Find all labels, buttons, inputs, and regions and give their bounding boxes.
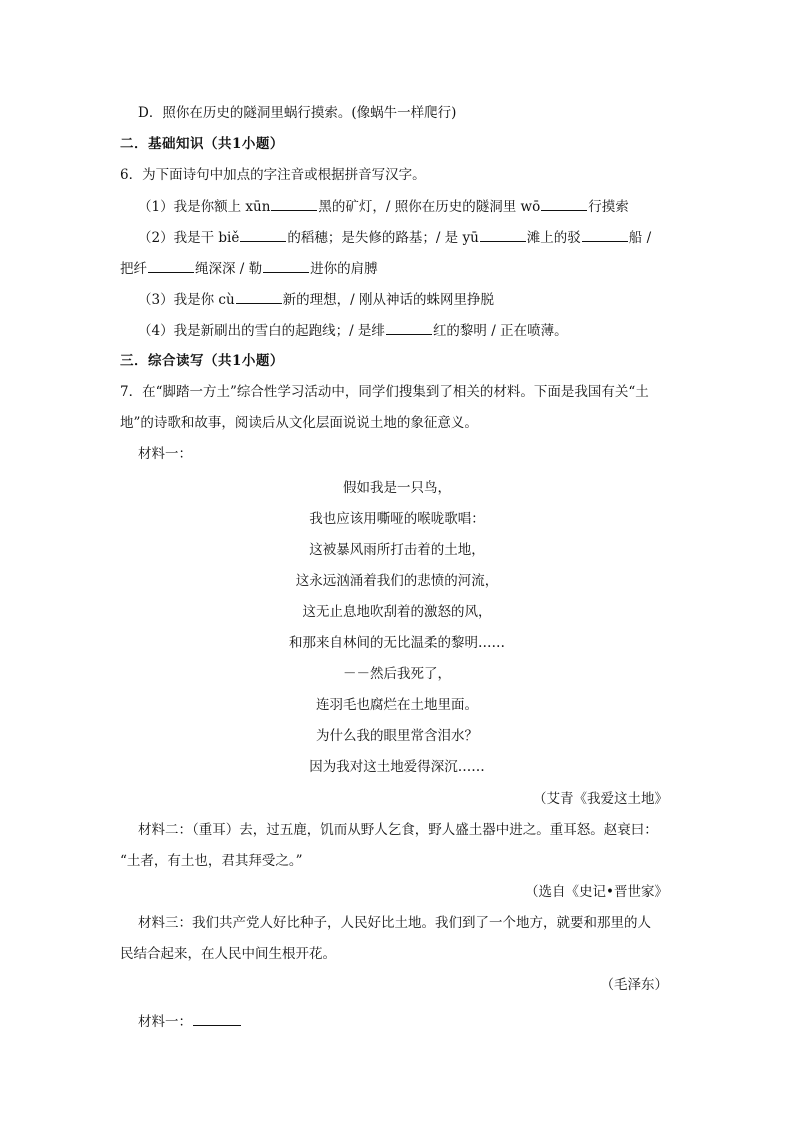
poem-line: 因为我对这土地爱得深沉…… — [309, 759, 485, 775]
answer-blank[interactable] — [541, 196, 587, 211]
q7-stem-line-1: 7．在“脚踏一方土”综合性学习活动中，同学们搜集到了相关的材料。下面是我国有关“土 — [120, 384, 649, 400]
q6-item3-text-b: 新的理想，/ 刚从神话的蛛网里挣脱 — [282, 292, 494, 308]
material-3-line-1: 材料三：我们共产党人好比种子，人民好比土地。我们到了一个地方，就要和那里的人 — [138, 915, 651, 931]
q6-item-4 — [138, 320, 568, 341]
poem-line: 这永远汹涌着我们的悲愤的河流， — [295, 573, 499, 589]
answer-blank[interactable] — [148, 258, 194, 273]
q6-item1-text-a: （1）我是你额上 xūn — [138, 199, 271, 215]
material-2-line-2: “土者，有土也，君其拜受之。” — [120, 853, 303, 869]
q6-item2-cont-text-a: 把纤 — [120, 261, 147, 277]
poem-line: 这无止息地吹刮着的激怒的风， — [302, 604, 492, 620]
answer-blank[interactable] — [193, 1011, 241, 1026]
section-3-title: 三．综合读写（共1小题） — [120, 353, 284, 369]
q6-item2-cont-text-b: 绳深深 / 勒 — [195, 261, 263, 277]
material-3-line-2: 民结合起来，在人民中间生根开花。 — [120, 946, 336, 962]
q6-item1-text-c: 行摸索 — [588, 199, 629, 215]
q6-item2-text-b: 的稻穗；是失修的路基；/ 是 yū — [287, 230, 479, 246]
answer-blank[interactable] — [263, 258, 309, 273]
poem-line: 假如我是一只鸟， — [343, 480, 451, 496]
answer-blank[interactable] — [582, 227, 628, 242]
q6-item-2 — [138, 227, 651, 248]
answer-line — [138, 1011, 242, 1032]
section-2-title: 二．基础知识（共1小题） — [120, 136, 284, 152]
q6-item-2-continued — [120, 258, 378, 279]
q5-option-d: D．照你在历史的隧洞里蜗行摸索。(像蜗牛一样爬行) — [138, 105, 457, 121]
poem-line: 这被暴风雨所打击着的土地， — [309, 542, 485, 558]
q6-item2-text-c: 滩上的驳 — [526, 230, 581, 246]
q6-item1-text-b: 黑的矿灯，/ 照你在历史的隧洞里 wō — [318, 199, 541, 215]
q6-stem: 6．为下面诗句中加点的字注音或根据拼音写汉字。 — [120, 167, 426, 183]
answer-label: 材料一： — [138, 1014, 192, 1030]
q6-item2-text-d: 船 / — [628, 230, 652, 246]
q6-item-3 — [138, 289, 494, 310]
q7-stem-line-2: 地”的诗歌和故事，阅读后从文化层面说说土地的象征意义。 — [120, 415, 478, 431]
material-2-line-1: 材料二：（重耳）去，过五鹿，饥而从野人乞食，野人盛土器中进之。重耳怒。赵衰曰： — [138, 822, 658, 838]
answer-blank[interactable] — [480, 227, 526, 242]
q6-item4-text-b: 红的黎明 / 正在喷薄。 — [432, 323, 568, 339]
answer-blank[interactable] — [240, 227, 286, 242]
poem-line: 我也应该用嘶哑的喉咙歌唱： — [309, 511, 485, 527]
answer-blank[interactable] — [236, 289, 282, 304]
material-2-source: （选自《史记•晋世家》 — [525, 884, 668, 900]
poem-line: －－然后我死了， — [343, 666, 451, 682]
material-3-source: （毛泽东） — [600, 977, 668, 993]
material-1-label: 材料一： — [138, 446, 192, 462]
q6-item3-text-a: （3）我是你 cù — [138, 292, 235, 308]
answer-blank[interactable] — [271, 196, 317, 211]
poem-line: 连羽毛也腐烂在土地里面。 — [316, 697, 478, 713]
answer-blank[interactable] — [386, 320, 432, 335]
q6-item2-cont-text-c: 进你的肩膊 — [310, 261, 378, 277]
poem-line: 和那来自林间的无比温柔的黎明…… — [289, 635, 505, 651]
q6-item2-text-a: （2）我是干 biě — [138, 230, 240, 246]
poem-line: 为什么我的眼里常含泪水？ — [316, 728, 478, 744]
poem-source: （艾青《我爱这土地》 — [533, 791, 668, 807]
q6-item-1 — [138, 196, 629, 217]
q6-item4-text-a: （4）我是新刷出的雪白的起跑线；/ 是绯 — [138, 323, 385, 339]
